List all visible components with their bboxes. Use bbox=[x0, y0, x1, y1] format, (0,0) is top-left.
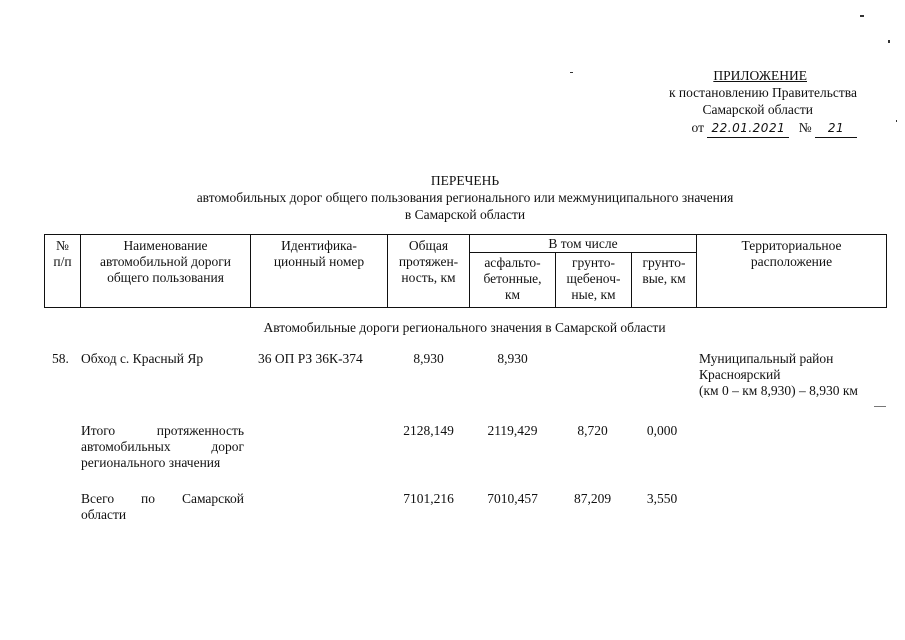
row-58-location: Муниципальный район Красноярский (км 0 – км 8,930) – 8,930 км bbox=[699, 351, 858, 398]
row-58-id: 36 ОП РЗ 36К-374 bbox=[258, 351, 363, 366]
section-title: Автомобильные дороги регионального значения в Самарской области bbox=[263, 320, 666, 335]
appendix-header bbox=[597, 67, 857, 138]
number-prefix: № bbox=[798, 120, 812, 135]
handwritten-number: 21 bbox=[815, 120, 857, 138]
header-name: Наименование автомобильной дороги общего пользования bbox=[100, 238, 231, 285]
heading-region: в Самарской области bbox=[404, 207, 526, 222]
header-gravel: грунто- щебеноч- ные, км bbox=[566, 255, 621, 302]
scan-speck bbox=[874, 406, 886, 407]
total-samara-dirt: 3,550 bbox=[646, 491, 678, 506]
heading-title: ПЕРЕЧЕНЬ bbox=[430, 173, 500, 188]
total-regional-total: 2128,149 bbox=[403, 423, 454, 438]
scan-speck bbox=[570, 72, 573, 73]
appendix-title: ПРИЛОЖЕНИЕ bbox=[713, 68, 807, 83]
total-samara-asphalt: 7010,457 bbox=[487, 491, 538, 506]
total-regional-label: Итого протяженность автомобильных дорог регионального значения bbox=[81, 423, 244, 470]
header-id: Идентифика- ционный номер bbox=[273, 238, 365, 269]
header-num: № п/п bbox=[53, 238, 72, 269]
header-dirt: грунто- вые, км bbox=[642, 255, 686, 286]
appendix-date-line bbox=[597, 119, 857, 138]
total-samara-gravel: 87,209 bbox=[573, 491, 612, 506]
scan-speck bbox=[888, 40, 890, 43]
appendix-line1: к постановлению Правительства bbox=[668, 85, 857, 100]
header-location: Территориальное расположение bbox=[741, 238, 842, 269]
scan-speck bbox=[860, 15, 864, 17]
header-including: В том числе bbox=[548, 236, 618, 251]
total-regional-asphalt: 2119,429 bbox=[487, 423, 538, 438]
table-header bbox=[44, 234, 887, 308]
document-heading bbox=[60, 172, 870, 223]
scan-speck bbox=[896, 120, 897, 122]
appendix-line2: Самарской области bbox=[702, 102, 813, 117]
row-58-total: 8,930 bbox=[413, 351, 444, 366]
row-58-asphalt: 8,930 bbox=[497, 351, 528, 366]
total-regional-dirt: 0,000 bbox=[646, 423, 678, 438]
row-58-name: Обход с. Красный Яр bbox=[81, 351, 204, 366]
date-prefix: от bbox=[691, 120, 704, 135]
total-regional-gravel: 8,720 bbox=[577, 423, 608, 438]
heading-subtitle: автомобильных дорог общего пользования регионального или межмуниципального значения bbox=[196, 190, 734, 205]
header-asphalt: асфальто- бетонные, км bbox=[483, 255, 542, 302]
total-samara-label: Всего по Самарской области bbox=[81, 491, 244, 522]
handwritten-date: 22.01.2021 bbox=[707, 120, 789, 138]
total-samara-total: 7101,216 bbox=[403, 491, 454, 506]
group-divider bbox=[469, 252, 696, 253]
header-total: Общая протяжен- ность, км bbox=[398, 238, 459, 285]
row-58-num: 58. bbox=[52, 351, 69, 366]
